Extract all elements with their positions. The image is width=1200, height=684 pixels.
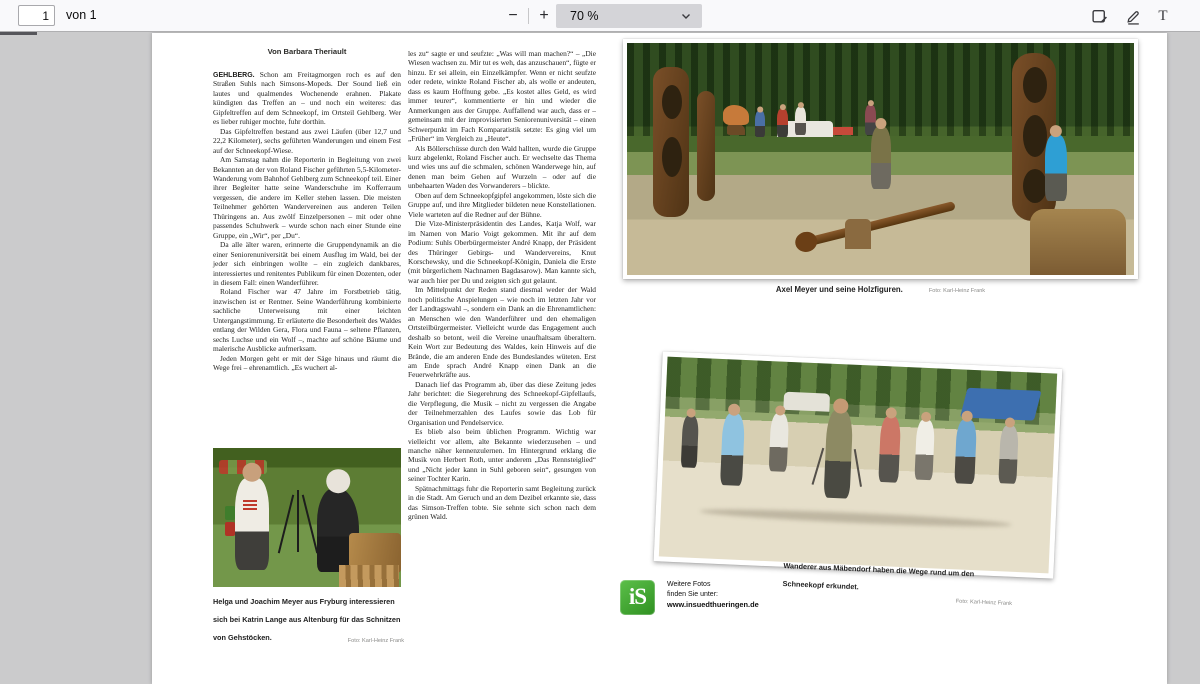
promo-line-2: finden Sie unter: <box>667 591 718 598</box>
photo-credit: Foto: Karl-Heinz Frank <box>928 288 986 294</box>
pdf-page <box>152 33 1167 684</box>
paragraph: Das Gipfeltreffen bestand aus zwei Läufen (über 12,7 und 22,2 Kilometer), sechs geführten Wanderungen und einem Fest auf der Schneekopf-Wiese. <box>213 126 401 155</box>
paragraph: Da alle älter waren, erinnerte die Gruppendynamik an die einer Seniorenuniversität bei einem Ausflug im Wald, bei der jeder sich einbringen wollte – ein zugleich dankbares, interessiertes und renitentes Publikum für einen Dozenten, oder in diesem Fall: einen Wanderführer. <box>213 240 401 287</box>
paragraph: Am Samstag nahm die Reporterin in Begleitung von zwei Bekannten an der von Roland Fischer geführten 5,5-Kilometer-Wanderung vom Bahnhof Gehlberg zum Schneekopf teil. Einer ihrer Begleiter hatte seine Wanderschuhe im Kofferraum vergessen, die andere im Keller stehen lassen. Die meisten Teilnehmer gehörten Wandervereinen aus anderen Teilen Thüringens an. Aus zwölf Einzelpersonen – mit oder ohne passendes Schuhwerk – wurde schon nach einer Stunde eine Gruppe, ein „Wir“, per „Du“. <box>213 155 401 240</box>
page-number-input[interactable] <box>18 5 55 26</box>
paragraph: GEHLBERG. Schon am Freitagmorgen roch es auf den Straßen Suhls nach Simsons-Mopeds. Der Sound ließ ein lautes und qualmendes Wochenende erahnen. Plakate kündigten das Treffen an – und noch ein weiteres: das Gipfeltreffen auf dem Schneekopf, im Ortsteil Gehlberg. Wer es lieber ruhiger mochte, fuhr dorthin. <box>213 70 401 127</box>
lead-in: GEHLBERG. <box>213 72 255 79</box>
paragraph: Roland Fischer war 47 Jahre im Forstbetrieb tätig, inzwischen ist er Rentner. Seine Wanderführung kombinierte sachliche Unterweisung mit einer leichten Untergangstimmung. Er erläuterte die Besonderheit des Waldes entlang der Wilden Gera, Flora und Fauna – seltene Pflanzen, sechs Luchse und ein Wolf –, machte auf schöne Bäume und malerische Ausblicke aufmerksam. <box>213 287 401 354</box>
photo-holzfiguren <box>623 39 1138 279</box>
paragraph: Als Böllerschüsse durch den Wald hallten, wurde die Gruppe kurz abgelenkt, Roland Fischer auch. Er wechselte das Thema und wies uns auf die schmalen, schönen Wanderwege hin, auf denen man beim Gehen auf Wurzeln – oder auf die unbehaarten Waden des Vorwanderers – blickte. <box>408 143 596 191</box>
photo-wanderer <box>654 351 1063 578</box>
pen-underline-icon <box>1125 8 1142 25</box>
photo-credit: Foto: Karl-Heinz Frank <box>347 638 404 644</box>
paragraph: Oben auf dem Schneekopfgipfel angekommen, löste sich die Gruppe auf, und ihre Mitglieder bildeten neue Konstellationen. Viele warteten auf die Redner auf der Bühne. <box>408 190 596 219</box>
paragraph: les zu“ sagte er und seufzte: „Was will man machen?“ – „Die Wiesen wachsen zu. Mir tut es weh, das anzuschauen“, fügte er hinzu. Er sei allein, ein Einzelkämpfer. Wenn er nicht seufzte oder redete, winkte Roland Fischer ab, als wolle er andeuten, dass es kaum Hoffnung gebe. „Es kostet alles Geld, es wird immer teurer“, kommentierte er hin und wieder die Anmerkungen aus der Gruppe. Auffallend war auch, dass er – gemeinsam mit der improvisierten Seniorenuniversität – einen Schwerpunkt im Fach Komparatistik setzte: Es ging viel um „Früher“ im Vergleich zu „Heute“. <box>408 49 596 144</box>
page-count-label: von 1 <box>66 8 97 22</box>
page-with-pen-icon <box>1091 8 1108 25</box>
article-column-2 <box>408 49 596 522</box>
add-text-button[interactable] <box>1150 4 1176 28</box>
paragraph: Danach lief das Programm ab, über das diese Zeitung jedes Jahr berichtet: die Siegerehrung des Schneekopf-Gipfellaufs, die Verpflegung, die Musik – nicht zu vergessen die Angabe der Teilnehmerzahlen des Laufes sowie das Lob für Organisation und Pendelservice. <box>408 379 596 427</box>
zoom-out-button[interactable]: − <box>500 0 526 32</box>
photo-schnitzen <box>213 448 401 587</box>
promo-line-1: Weitere Fotos <box>667 581 711 588</box>
chevron-down-icon <box>680 10 692 22</box>
zoom-in-button[interactable]: + <box>531 0 557 32</box>
paragraph: Die Vize-Ministerpräsidentin des Landes, Katja Wolf, war im Namen von Mario Voigt gekommen. Mit ihr auf dem Podium: Suhls Oberbürgermeister André Knapp, der Präsident des Thüringer Gebirgs- und Wandervereins, Knut Korschewsky, und die Schneekopf-Königin, Daniela die Erste (mit bürgerlichem Nachnamen Bagdasarow). Man kannte sich, war auch hier per Du und zeigten sich gut gelaunt. <box>408 219 596 285</box>
article-byline: Von Barbara Theriault <box>267 47 347 56</box>
photo-credit: Foto: Karl-Heinz Frank <box>955 598 1013 608</box>
paragraph: Es blieb also beim üblichen Programm. Wichtig war vielleicht vor allem, alte Bekannte wiederzusehen – und manche näher kennenzulernen. Im Hintergrund erklang die Musik von Herbert Roth, unter anderem „Das Rennsteiglied“ und „Nicht jeder kann in Suhl geboren sein“, gesungen von seiner Tochter Karin. <box>408 427 596 484</box>
edit-annotation-button[interactable] <box>1086 4 1112 28</box>
caption-holzfiguren: Axel Meyer und seine Holzfiguren. Foto: Karl-Heinz Frank <box>775 285 986 294</box>
insuedthueringen-logo: iS <box>620 580 655 615</box>
toolbar-divider <box>528 8 529 24</box>
promo-block <box>620 580 759 615</box>
article-column-1 <box>213 70 401 373</box>
zoom-level-select[interactable] <box>556 4 702 28</box>
toolbar-shadow <box>0 32 37 35</box>
pdf-toolbar <box>0 0 1200 32</box>
caption-schnitzen: Helga und Joachim Meyer aus Fryburg interessieren sich bei Katrin Lange aus Altenburg für das Schnitzen von Gehstöcken. Foto: Karl-Heinz Frank <box>213 597 404 644</box>
caption-wanderer: Wanderer aus Mäbendorf haben die Wege rund um den Schneekopf erkundet. Foto: Karl-Heinz Frank <box>782 561 1013 608</box>
paragraph: Im Mittelpunkt der Reden stand diesmal weder der Wald noch politische Anspielungen – wie noch im letzten Jahr vor der Landtagswahl –, sondern ein Dank an die Ehrenamtlichen: an Menschen wie den Wanderführer und den ehemaligen Ortsteilbürgermeister. Vielleicht wurde das Engagement auch deshalb so betont, weil die Vereine unaufhaltsam überaltern. Kein Wort zur Bedeutung des Waldes, kein Hinweis auf die Brände, die am anderen Ende des Bundeslandes wüteten. Erst am Ende sprach André Knapp einen Dank an die Feuerwehrkräfte aus. <box>408 285 596 380</box>
draw-highlight-button[interactable] <box>1120 4 1146 28</box>
promo-url: www.insuedthueringen.de <box>667 600 759 609</box>
text-tool-icon: T <box>1158 7 1168 24</box>
zoom-level-value: 70 % <box>570 9 599 23</box>
paragraph: Jeden Morgen geht er mit der Säge hinaus und räumt die Wege frei – ehrenamtlich. „Es wuchert al- <box>213 353 401 373</box>
paragraph: Spätnachmittags fuhr die Reporterin samt Begleitung zurück in die Stadt. Am Geruch und an dem Dezibel erkannte sie, dass das Simson-Treffen tobte. Sie sehnte sich schon nach dem grünen Wald. <box>408 483 596 522</box>
